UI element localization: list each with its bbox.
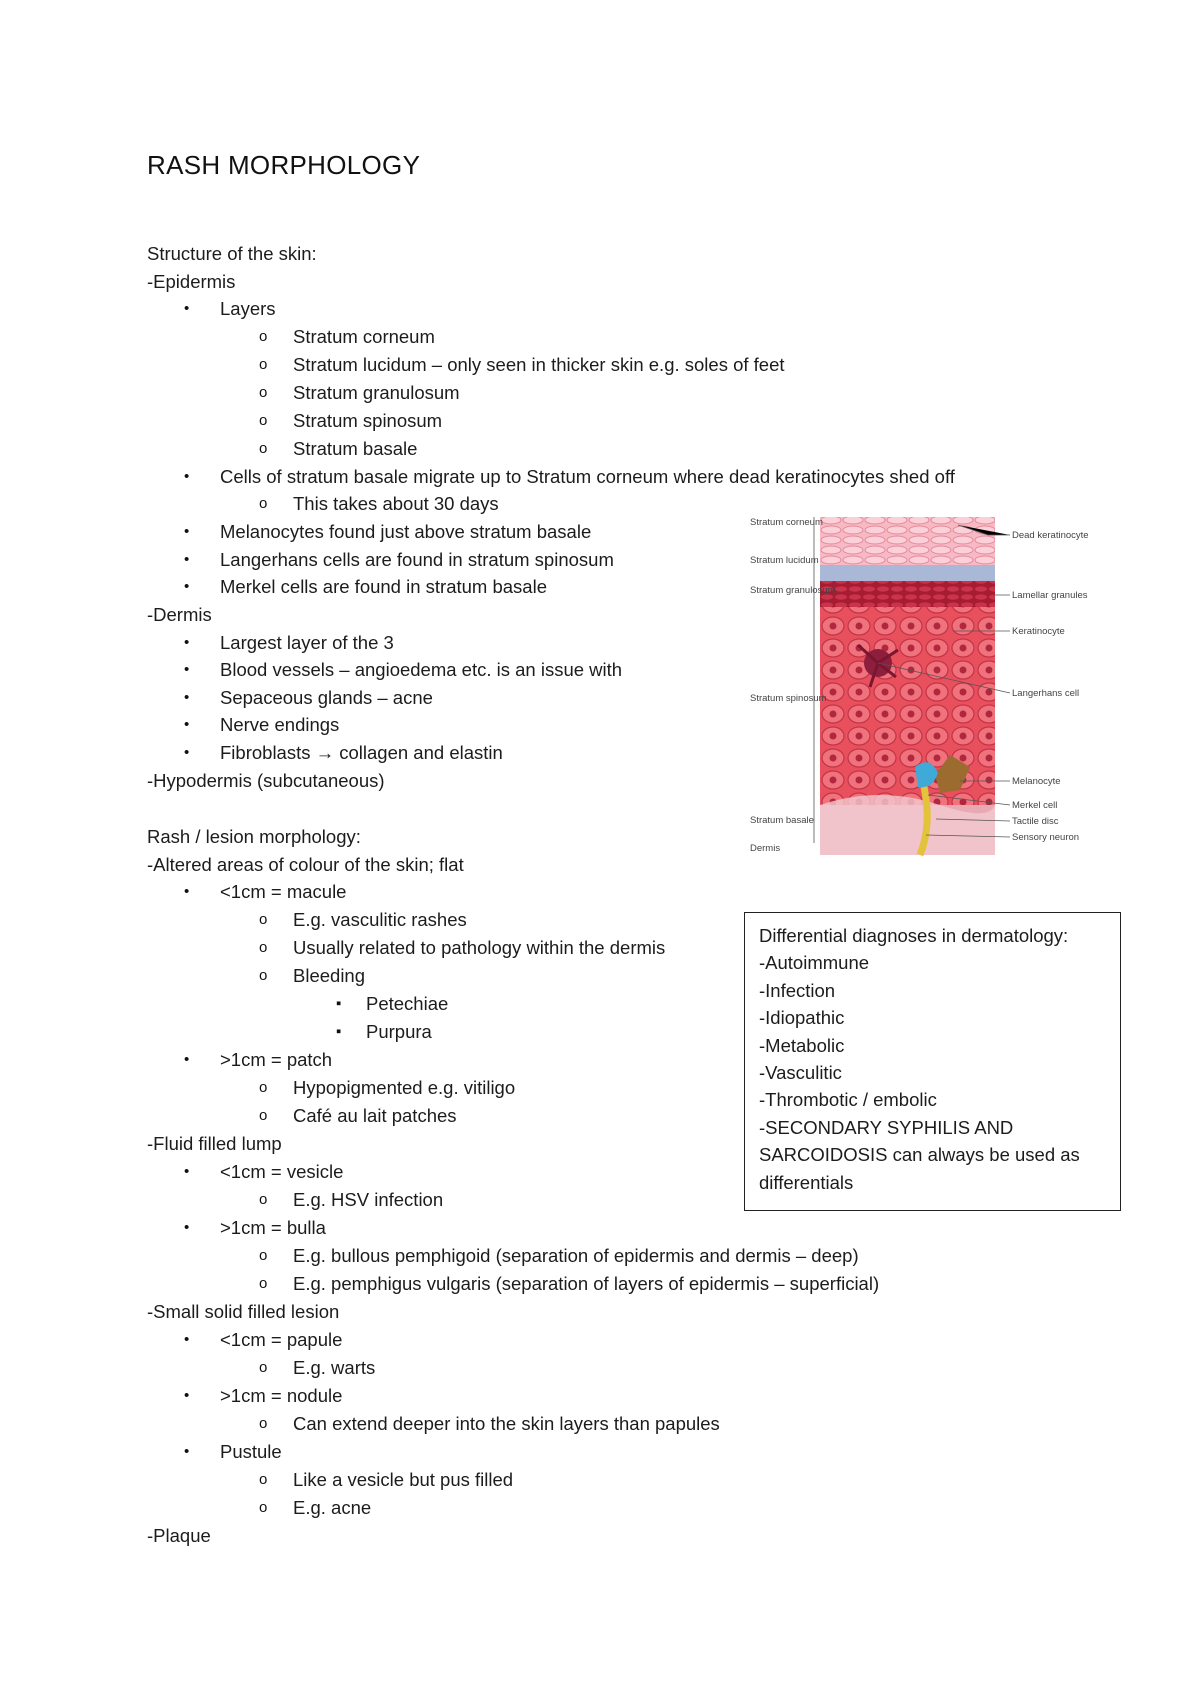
bullet-marker: • <box>184 689 190 706</box>
note-line: -Hypodermis (subcutaneous) <box>147 770 385 791</box>
note-line: -Altered areas of colour of the skin; flat <box>147 854 464 875</box>
note-line: Stratum spinosum <box>293 410 443 431</box>
note-line: Stratum granulosum <box>293 382 460 403</box>
bullet-marker: o <box>259 440 268 457</box>
label-merkel-cell: Merkel cell <box>1012 800 1058 811</box>
note-line: Cells of stratum basale migrate up to Stratum corneum where dead keratinocytes shed off <box>220 466 955 487</box>
differential-item: -Infection <box>759 979 836 1001</box>
bullet-marker: o <box>259 328 268 345</box>
differentials-box <box>744 912 1121 1211</box>
bullet-marker: • <box>184 661 190 678</box>
label-langerhans-cell: Langerhans cell <box>1012 688 1080 699</box>
note-line: Like a vesicle but pus filled <box>293 1469 514 1490</box>
skin-layers-illustration <box>748 505 1088 890</box>
note-line: Purpura <box>366 1021 432 1042</box>
bullet-marker: • <box>184 1443 190 1460</box>
bullet-marker: • <box>184 300 190 317</box>
bullet-marker: o <box>259 911 268 928</box>
bullet-marker: • <box>184 883 190 900</box>
note-line: Fibroblasts → collagen and elastin <box>220 742 503 763</box>
bullet-marker: o <box>259 384 268 401</box>
bullet-marker: ▪ <box>336 1023 342 1040</box>
bullet-marker: • <box>184 1331 190 1348</box>
bullet-marker: o <box>259 356 268 373</box>
bullet-marker: • <box>184 523 190 540</box>
note-line: -Epidermis <box>147 271 236 292</box>
bullet-marker: o <box>259 967 268 984</box>
bullet-marker: o <box>259 1247 268 1264</box>
note-line: This takes about 30 days <box>293 493 499 514</box>
bullet-marker: • <box>184 634 190 651</box>
page-title: RASH MORPHOLOGY <box>147 150 421 180</box>
note-line: E.g. vasculitic rashes <box>293 909 467 930</box>
bullet-marker: o <box>259 495 268 512</box>
note-line: Langerhans cells are found in stratum spinosum <box>220 549 614 570</box>
note-line: E.g. bullous pemphigoid (separation of epidermis and dermis – deep) <box>293 1245 859 1266</box>
note-line: Hypopigmented e.g. vitiligo <box>293 1077 516 1098</box>
label-sensory-neuron: Sensory neuron <box>1012 832 1080 843</box>
bullet-marker: o <box>259 1191 268 1208</box>
note-line: <1cm = vesicle <box>220 1161 344 1182</box>
label-dermis: Dermis <box>750 843 781 854</box>
note-line: E.g. pemphigus vulgaris (separation of layers of epidermis – superficial) <box>293 1273 880 1294</box>
differential-item: -Thrombotic / embolic <box>759 1089 937 1111</box>
note-line: Largest layer of the 3 <box>220 632 394 653</box>
note-line: -Small solid filled lesion <box>147 1301 340 1322</box>
note-line: >1cm = patch <box>220 1049 333 1070</box>
note-line: Rash / lesion morphology: <box>147 826 361 847</box>
label-stratum-granulosum: Stratum granulosum <box>750 585 836 596</box>
label-lamellar-granules: Lamellar granules <box>1012 590 1088 601</box>
label-dead-keratinocytes: Dead keratinocytes <box>1012 530 1088 541</box>
label-tactile-disc: Tactile disc <box>1012 816 1059 827</box>
bullet-marker: • <box>184 1387 190 1404</box>
note-line: E.g. warts <box>293 1357 376 1378</box>
bullet-marker: o <box>259 1359 268 1376</box>
note-line: Layers <box>220 298 276 319</box>
note-line: Can extend deeper into the skin layers than papules <box>293 1413 720 1434</box>
label-stratum-corneum: Stratum corneum <box>750 517 823 528</box>
bullet-marker: • <box>184 551 190 568</box>
label-stratum-lucidum: Stratum lucidum <box>750 555 819 566</box>
label-stratum-spinosum: Stratum spinosum <box>750 693 827 704</box>
note-line: Blood vessels – angioedema etc. is an issue with <box>220 659 623 680</box>
differential-item: SARCOIDOSIS can always be used as <box>759 1144 1080 1166</box>
note-line: Café au lait patches <box>293 1105 457 1126</box>
note-line: E.g. acne <box>293 1497 372 1518</box>
note-line: Usually related to pathology within the dermis <box>293 937 666 958</box>
bullet-marker: o <box>259 1471 268 1488</box>
bullet-marker: o <box>259 1499 268 1516</box>
note-line: <1cm = papule <box>220 1329 343 1350</box>
bullet-marker: • <box>184 716 190 733</box>
differential-item: -SECONDARY SYPHILIS AND <box>759 1116 1014 1138</box>
differential-item: differentials <box>759 1171 854 1193</box>
skin-layers-figure <box>748 505 1088 890</box>
bullet-marker: o <box>259 1275 268 1292</box>
note-line: Stratum lucidum – only seen in thicker skin e.g. soles of feet <box>293 354 785 375</box>
note-line: -Dermis <box>147 604 212 625</box>
note-line: Bleeding <box>293 965 366 986</box>
note-line: >1cm = nodule <box>220 1385 343 1406</box>
differential-item: -Vasculitic <box>759 1062 842 1083</box>
note-line: E.g. HSV infection <box>293 1189 444 1210</box>
note-line: Nerve endings <box>220 714 340 735</box>
note-line: Stratum corneum <box>293 326 435 347</box>
note-line: Melanocytes found just above stratum basale <box>220 521 592 542</box>
differential-item: -Metabolic <box>759 1034 845 1056</box>
note-line: Pustule <box>220 1441 282 1462</box>
note-line: Stratum basale <box>293 438 418 459</box>
bullet-marker: • <box>184 1051 190 1068</box>
note-line: Structure of the skin: <box>147 243 317 264</box>
differential-item: -Autoimmune <box>759 952 870 974</box>
bullet-marker: • <box>184 1219 190 1236</box>
label-stratum-basale: Stratum basale <box>750 815 814 826</box>
bullet-marker: • <box>184 468 190 485</box>
differentials-heading: Differential diagnoses in dermatology: <box>759 925 1069 946</box>
bullet-marker: o <box>259 412 268 429</box>
note-line: -Fluid filled lump <box>147 1133 282 1154</box>
bullet-marker: ▪ <box>336 995 342 1012</box>
note-line: >1cm = bulla <box>220 1217 326 1238</box>
note-line: Merkel cells are found in stratum basale <box>220 576 547 597</box>
note-line: Sepaceous glands – acne <box>220 687 433 708</box>
bullet-marker: o <box>259 939 268 956</box>
bullet-marker: • <box>184 578 190 595</box>
note-line: -Plaque <box>147 1525 211 1546</box>
differential-item: -Idiopathic <box>759 1007 845 1029</box>
label-melanocyte: Melanocyte <box>1012 776 1061 787</box>
bullet-marker: • <box>184 1163 190 1180</box>
note-line: Petechiae <box>366 993 449 1014</box>
bullet-marker: o <box>259 1107 268 1124</box>
bullet-marker: o <box>259 1079 268 1096</box>
note-line: <1cm = macule <box>220 881 347 902</box>
bullet-marker: o <box>259 1415 268 1432</box>
bullet-marker: • <box>184 744 190 761</box>
label-keratinocyte: Keratinocyte <box>1012 626 1065 637</box>
